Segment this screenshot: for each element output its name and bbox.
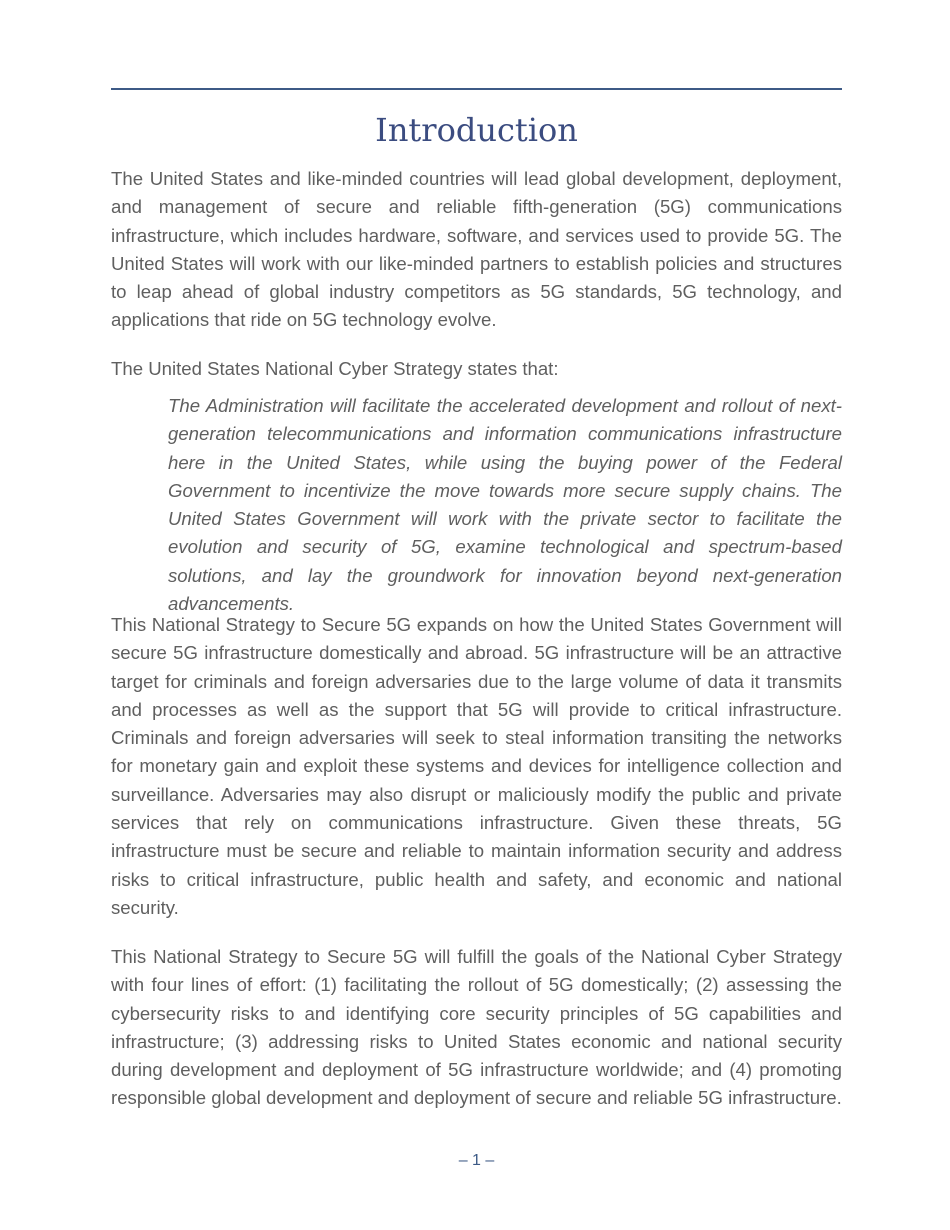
strategy-lead-in: The United States National Cyber Strategy states that: xyxy=(111,358,559,379)
page-title: Introduction xyxy=(375,111,578,149)
document-page xyxy=(111,0,842,1230)
lines-of-effort-paragraph: This National Strategy to Secure 5G will fulfill the goals of the National Cyber Strategy with four lines of effort: (1) facilitating the rollout of 5G domestically; (2) assessing the cybersecurity risks to and identifying core security principles of 5G capabilities and infrastructure; (3) addressing risks to United States economic and national security during development and deployment of 5G infrastructure worldwide; and (4) promoting responsible global development and deployment of secure and reliable 5G infrastructure. xyxy=(111,946,842,1109)
threats-paragraph: This National Strategy to Secure 5G expands on how the United States Government will secure 5G infrastructure domestically and abroad. 5G infrastructure will be an attractive target for criminals and foreign adversaries due to the large volume of data it transmits and processes as well as the support that 5G will provide to critical infrastructure. Criminals and foreign adversaries will seek to steal information transiting the networks for monetary gain and exploit these systems and devices for intelligence collection and surveillance. Adversaries may also disrupt or maliciously modify the public and private services that rely on communications infrastructure. Given these threats, 5G infrastructure must be secure and reliable to maintain information security and address risks to critical infrastructure, public health and safety, and economic and national security. xyxy=(111,614,842,918)
intro-paragraph: The United States and like-minded countries will lead global development, deployment, and management of secure and reliable fifth-generation (5G) communications infrastructure, which includes hardware, software, and services used to provide 5G. The United States will work with our like-minded partners to establish policies and structures to leap ahead of global industry competitors as 5G standards, 5G technology, and applications that ride on 5G technology evolve. xyxy=(111,168,842,331)
header-rule xyxy=(111,88,842,90)
block-quote: The Administration will facilitate the accelerated development and rollout of next-generation telecommunications and information communications infrastructure here in the United States, while using the buying power of the Federal Government to incentivize the move towards more secure supply chains. The United States Government will work with the private sector to facilitate the evolution and security of 5G, examine technological and spectrum-based solutions, and lay the groundwork for innovation beyond next-generation advancements. xyxy=(168,395,842,615)
page-number: – 1 – xyxy=(458,1152,495,1169)
